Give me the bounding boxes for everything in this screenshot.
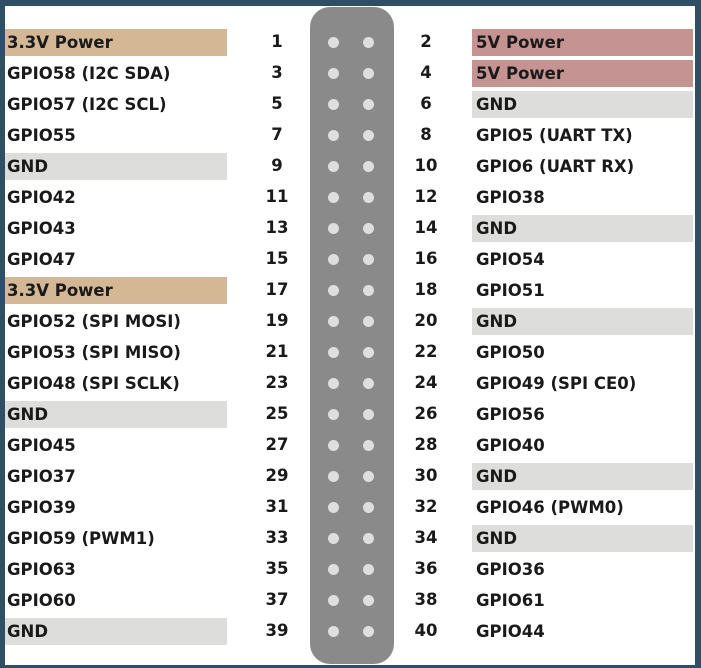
pin-12-contact bbox=[363, 192, 374, 203]
pin-7-label: GPIO55 bbox=[5, 122, 227, 149]
pin-27-number: 27 bbox=[265, 435, 289, 454]
pin-33-contact bbox=[328, 533, 339, 544]
pin-10-contact bbox=[363, 161, 374, 172]
pin-9-contact bbox=[328, 161, 339, 172]
pin-7-number: 7 bbox=[271, 125, 283, 144]
pin-40-contact bbox=[363, 626, 374, 637]
pin-24-label: GPIO49 (SPI CE0) bbox=[472, 370, 693, 397]
pin-11-contact bbox=[328, 192, 339, 203]
pin-34-contact bbox=[363, 533, 374, 544]
pin-30-contact bbox=[363, 471, 374, 482]
pin-36-label: GPIO36 bbox=[472, 556, 693, 583]
pin-13-contact bbox=[328, 223, 339, 234]
pin-16-contact bbox=[363, 254, 374, 265]
pin-23-number: 23 bbox=[265, 373, 289, 392]
pin-32-number: 32 bbox=[414, 497, 438, 516]
pin-2-number: 2 bbox=[420, 32, 432, 51]
pin-17-number: 17 bbox=[265, 280, 289, 299]
pin-25-number: 25 bbox=[265, 404, 289, 423]
pin-22-number: 22 bbox=[414, 342, 438, 361]
pin-26-contact bbox=[363, 409, 374, 420]
pin-40-label: GPIO44 bbox=[472, 618, 693, 645]
pin-10-label: GPIO6 (UART RX) bbox=[472, 153, 693, 180]
pin-18-label: GPIO51 bbox=[472, 277, 693, 304]
pin-5-contact bbox=[328, 99, 339, 110]
pin-14-label: GND bbox=[472, 215, 693, 242]
pin-19-contact bbox=[328, 316, 339, 327]
pin-12-number: 12 bbox=[414, 187, 438, 206]
pin-38-number: 38 bbox=[414, 590, 438, 609]
pin-5-number: 5 bbox=[271, 94, 283, 113]
pin-15-label: GPIO47 bbox=[5, 246, 227, 273]
pin-28-label: GPIO40 bbox=[472, 432, 693, 459]
pin-18-number: 18 bbox=[414, 280, 438, 299]
pin-35-label: GPIO63 bbox=[5, 556, 227, 583]
pin-8-label: GPIO5 (UART TX) bbox=[472, 122, 693, 149]
pin-20-label: GND bbox=[472, 308, 693, 335]
pin-6-number: 6 bbox=[420, 94, 432, 113]
pin-37-number: 37 bbox=[265, 590, 289, 609]
pin-15-contact bbox=[328, 254, 339, 265]
pin-22-label: GPIO50 bbox=[472, 339, 693, 366]
pin-36-contact bbox=[363, 564, 374, 575]
pin-34-label: GND bbox=[472, 525, 693, 552]
pin-39-contact bbox=[328, 626, 339, 637]
pin-22-contact bbox=[363, 347, 374, 358]
pin-28-number: 28 bbox=[414, 435, 438, 454]
pin-11-label: GPIO42 bbox=[5, 184, 227, 211]
pin-20-contact bbox=[363, 316, 374, 327]
pin-23-label: GPIO48 (SPI SCLK) bbox=[5, 370, 227, 397]
pin-2-label: 5V Power bbox=[472, 29, 693, 56]
pin-3-number: 3 bbox=[271, 63, 283, 82]
pin-19-number: 19 bbox=[265, 311, 289, 330]
pin-4-number: 4 bbox=[420, 63, 432, 82]
pin-24-number: 24 bbox=[414, 373, 438, 392]
pin-18-contact bbox=[363, 285, 374, 296]
pin-6-label: GND bbox=[472, 91, 693, 118]
pin-13-number: 13 bbox=[265, 218, 289, 237]
pin-1-contact bbox=[328, 37, 339, 48]
pin-13-label: GPIO43 bbox=[5, 215, 227, 242]
pin-4-label: 5V Power bbox=[472, 60, 693, 87]
pin-35-number: 35 bbox=[265, 559, 289, 578]
pin-33-label: GPIO59 (PWM1) bbox=[5, 525, 227, 552]
pin-5-label: GPIO57 (I2C SCL) bbox=[5, 91, 227, 118]
pin-3-label: GPIO58 (I2C SDA) bbox=[5, 60, 227, 87]
pin-3-contact bbox=[328, 68, 339, 79]
pin-14-number: 14 bbox=[414, 218, 438, 237]
pin-16-label: GPIO54 bbox=[472, 246, 693, 273]
pin-32-contact bbox=[363, 502, 374, 513]
pin-33-number: 33 bbox=[265, 528, 289, 547]
pin-37-contact bbox=[328, 595, 339, 606]
pin-26-label: GPIO56 bbox=[472, 401, 693, 428]
pin-25-contact bbox=[328, 409, 339, 420]
pin-31-number: 31 bbox=[265, 497, 289, 516]
pin-29-label: GPIO37 bbox=[5, 463, 227, 490]
pin-6-contact bbox=[363, 99, 374, 110]
pin-30-number: 30 bbox=[414, 466, 438, 485]
pin-36-number: 36 bbox=[414, 559, 438, 578]
pin-11-number: 11 bbox=[265, 187, 289, 206]
pin-21-contact bbox=[328, 347, 339, 358]
pin-28-contact bbox=[363, 440, 374, 451]
pin-1-number: 1 bbox=[271, 32, 283, 51]
pin-23-contact bbox=[328, 378, 339, 389]
pin-34-number: 34 bbox=[414, 528, 438, 547]
pin-21-number: 21 bbox=[265, 342, 289, 361]
pin-header-block bbox=[310, 7, 394, 664]
pin-26-number: 26 bbox=[414, 404, 438, 423]
pin-37-label: GPIO60 bbox=[5, 587, 227, 614]
pin-31-contact bbox=[328, 502, 339, 513]
pin-19-label: GPIO52 (SPI MOSI) bbox=[5, 308, 227, 335]
pin-39-number: 39 bbox=[265, 621, 289, 640]
pin-25-label: GND bbox=[5, 401, 227, 428]
pin-20-number: 20 bbox=[414, 311, 438, 330]
pin-14-contact bbox=[363, 223, 374, 234]
pin-16-number: 16 bbox=[414, 249, 438, 268]
pin-29-number: 29 bbox=[265, 466, 289, 485]
pin-40-number: 40 bbox=[414, 621, 438, 640]
pin-38-label: GPIO61 bbox=[472, 587, 693, 614]
pin-9-label: GND bbox=[5, 153, 227, 180]
pin-39-label: GND bbox=[5, 618, 227, 645]
pin-17-label: 3.3V Power bbox=[5, 277, 227, 304]
pin-1-label: 3.3V Power bbox=[5, 29, 227, 56]
pin-8-number: 8 bbox=[420, 125, 432, 144]
pin-30-label: GND bbox=[472, 463, 693, 490]
pin-8-contact bbox=[363, 130, 374, 141]
pin-2-contact bbox=[363, 37, 374, 48]
pin-27-label: GPIO45 bbox=[5, 432, 227, 459]
pin-17-contact bbox=[328, 285, 339, 296]
pin-27-contact bbox=[328, 440, 339, 451]
pin-10-number: 10 bbox=[414, 156, 438, 175]
pin-24-contact bbox=[363, 378, 374, 389]
pin-31-label: GPIO39 bbox=[5, 494, 227, 521]
pin-4-contact bbox=[363, 68, 374, 79]
pin-32-label: GPIO46 (PWM0) bbox=[472, 494, 693, 521]
pin-29-contact bbox=[328, 471, 339, 482]
pin-38-contact bbox=[363, 595, 374, 606]
pin-21-label: GPIO53 (SPI MISO) bbox=[5, 339, 227, 366]
pin-12-label: GPIO38 bbox=[472, 184, 693, 211]
pin-9-number: 9 bbox=[271, 156, 283, 175]
pin-35-contact bbox=[328, 564, 339, 575]
pin-15-number: 15 bbox=[265, 249, 289, 268]
pin-7-contact bbox=[328, 130, 339, 141]
